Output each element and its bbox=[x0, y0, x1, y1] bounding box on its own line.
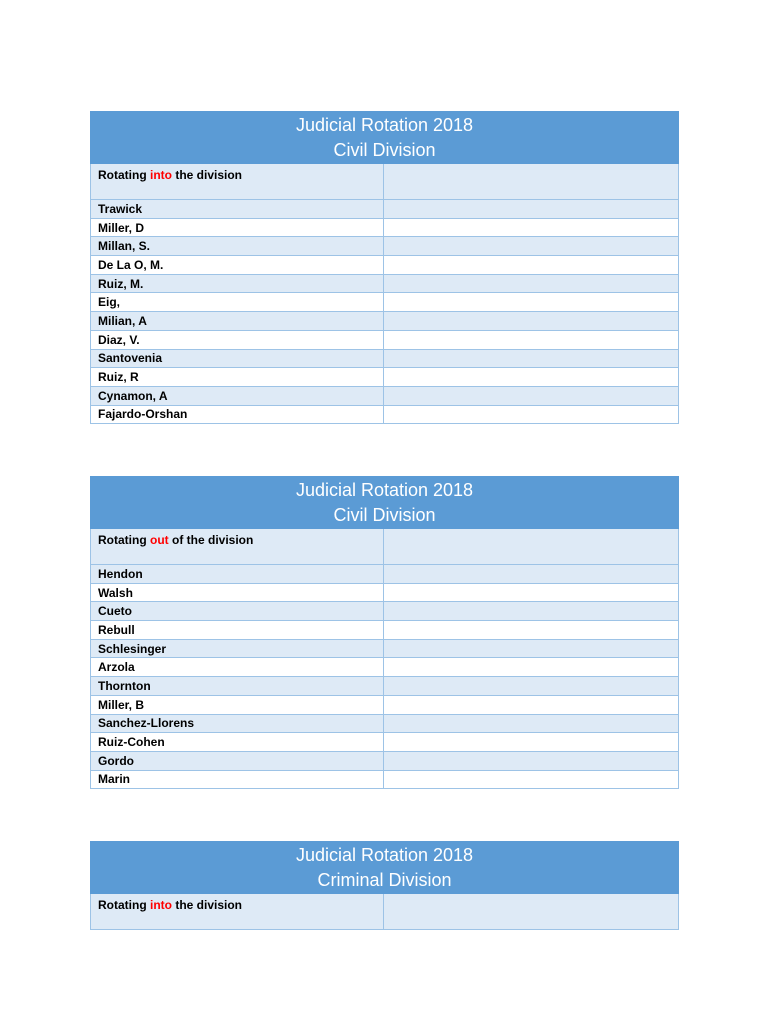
table-row bbox=[91, 312, 679, 331]
judge-name-cell bbox=[91, 770, 384, 789]
judge-name-cell bbox=[91, 583, 384, 602]
subhead-cell bbox=[91, 164, 384, 200]
empty-cell bbox=[384, 349, 679, 368]
table-row bbox=[91, 695, 679, 714]
table-row bbox=[91, 368, 679, 387]
table-title-line2: Civil Division bbox=[333, 504, 436, 525]
table-title bbox=[91, 842, 679, 894]
table-title-line1: Judicial Rotation 2018 bbox=[295, 844, 474, 865]
table-row bbox=[91, 714, 679, 733]
judge-name: Fajardo-Orshan bbox=[98, 407, 188, 422]
judge-name: De La O, M. bbox=[98, 257, 164, 272]
empty-cell bbox=[384, 200, 679, 219]
table-row bbox=[91, 349, 679, 368]
judge-name-cell bbox=[91, 602, 384, 621]
judge-name: Miller, B bbox=[98, 697, 145, 712]
judge-name: Miller, D bbox=[98, 220, 145, 235]
table-row bbox=[91, 658, 679, 677]
empty-cell bbox=[384, 894, 679, 930]
judge-name-cell bbox=[91, 349, 384, 368]
empty-cell bbox=[384, 621, 679, 640]
table-row bbox=[91, 256, 679, 275]
judge-name: Hendon bbox=[98, 566, 143, 581]
table-row bbox=[91, 602, 679, 621]
judge-name-cell bbox=[91, 733, 384, 752]
judge-name: Santovenia bbox=[98, 351, 163, 366]
subhead-suffix: of the division bbox=[168, 533, 254, 547]
subhead-highlight: out bbox=[150, 533, 169, 547]
judge-name-cell bbox=[91, 405, 384, 424]
empty-cell bbox=[384, 368, 679, 387]
rotation-table-civil-into bbox=[90, 111, 679, 424]
table-title-line1: Judicial Rotation 2018 bbox=[295, 114, 474, 135]
judge-name: Thornton bbox=[98, 678, 151, 693]
judge-name: Rebull bbox=[98, 622, 135, 637]
judge-name-cell bbox=[91, 386, 384, 405]
subhead-prefix: Rotating bbox=[98, 533, 150, 547]
judge-name-cell bbox=[91, 714, 384, 733]
judge-name-cell bbox=[91, 658, 384, 677]
empty-cell bbox=[384, 639, 679, 658]
table-row bbox=[91, 330, 679, 349]
judge-name-cell bbox=[91, 200, 384, 219]
empty-cell bbox=[384, 312, 679, 331]
empty-cell bbox=[384, 714, 679, 733]
empty-cell bbox=[384, 237, 679, 256]
judge-name: Schlesinger bbox=[98, 641, 167, 656]
subhead-prefix: Rotating bbox=[98, 168, 150, 182]
judge-name-cell bbox=[91, 639, 384, 658]
judge-name: Arzola bbox=[98, 660, 135, 675]
judge-name: Gordo bbox=[98, 753, 134, 768]
empty-cell bbox=[384, 274, 679, 293]
judge-name: Millan, S. bbox=[98, 239, 151, 254]
empty-cell bbox=[384, 751, 679, 770]
judge-name: Cynamon, A bbox=[98, 388, 168, 403]
judge-name-cell bbox=[91, 237, 384, 256]
subhead-highlight: into bbox=[150, 168, 172, 182]
judge-name-cell bbox=[91, 621, 384, 640]
table-row bbox=[91, 405, 679, 424]
table-row bbox=[91, 733, 679, 752]
judge-name: Trawick bbox=[98, 201, 143, 216]
table-row bbox=[91, 237, 679, 256]
rotation-table-civil-out bbox=[90, 476, 679, 789]
empty-cell bbox=[384, 256, 679, 275]
judge-name: Milian, A bbox=[98, 313, 147, 328]
table-row bbox=[91, 639, 679, 658]
empty-cell bbox=[384, 405, 679, 424]
table-row bbox=[91, 677, 679, 696]
judge-name: Ruiz, R bbox=[98, 370, 139, 385]
subhead-cell bbox=[91, 894, 384, 930]
empty-cell bbox=[384, 293, 679, 312]
judge-name: Ruiz, M. bbox=[98, 276, 144, 291]
table-row bbox=[91, 621, 679, 640]
judge-name: Walsh bbox=[98, 585, 133, 600]
judge-name: Marin bbox=[98, 772, 131, 787]
empty-cell bbox=[384, 218, 679, 237]
empty-cell bbox=[384, 565, 679, 584]
judge-name-cell bbox=[91, 256, 384, 275]
judge-name-cell bbox=[91, 368, 384, 387]
subhead-suffix: the division bbox=[172, 168, 243, 182]
empty-cell bbox=[384, 602, 679, 621]
table-title-line2: Criminal Division bbox=[317, 869, 452, 890]
empty-cell bbox=[384, 386, 679, 405]
table-title-line1: Judicial Rotation 2018 bbox=[295, 479, 474, 500]
table-row bbox=[91, 583, 679, 602]
empty-cell bbox=[384, 529, 679, 565]
judge-name-cell bbox=[91, 274, 384, 293]
empty-cell bbox=[384, 330, 679, 349]
table-row bbox=[91, 386, 679, 405]
empty-cell bbox=[384, 583, 679, 602]
judge-name-cell bbox=[91, 312, 384, 331]
table-row bbox=[91, 274, 679, 293]
table-row bbox=[91, 770, 679, 789]
rotation-table-criminal-into bbox=[90, 841, 679, 930]
subhead-highlight: into bbox=[150, 898, 172, 912]
judge-name-cell bbox=[91, 695, 384, 714]
table-row bbox=[91, 751, 679, 770]
empty-cell bbox=[384, 695, 679, 714]
empty-cell bbox=[384, 770, 679, 789]
judge-name: Diaz, V. bbox=[98, 332, 140, 347]
table-title bbox=[91, 477, 679, 529]
judge-name-cell bbox=[91, 565, 384, 584]
judge-name: Eig, bbox=[98, 295, 121, 310]
table-title bbox=[91, 112, 679, 164]
table-row bbox=[91, 293, 679, 312]
subhead-prefix: Rotating bbox=[98, 898, 150, 912]
table-row bbox=[91, 200, 679, 219]
table-title-line2: Civil Division bbox=[333, 139, 436, 160]
empty-cell bbox=[384, 658, 679, 677]
judge-name: Ruiz-Cohen bbox=[98, 735, 165, 750]
subhead-cell bbox=[91, 529, 384, 565]
table-row bbox=[91, 218, 679, 237]
judge-name-cell bbox=[91, 293, 384, 312]
table-row bbox=[91, 565, 679, 584]
empty-cell bbox=[384, 733, 679, 752]
judge-name-cell bbox=[91, 218, 384, 237]
judge-name-cell bbox=[91, 677, 384, 696]
judge-name-cell bbox=[91, 330, 384, 349]
judge-name: Sanchez-Llorens bbox=[98, 716, 195, 731]
judge-name: Cueto bbox=[98, 604, 132, 619]
judge-name-cell bbox=[91, 751, 384, 770]
empty-cell bbox=[384, 677, 679, 696]
subhead-suffix: the division bbox=[172, 898, 243, 912]
empty-cell bbox=[384, 164, 679, 200]
